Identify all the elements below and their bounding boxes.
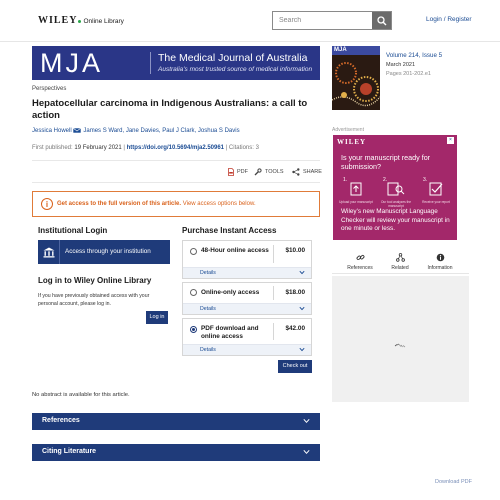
divider: [32, 160, 320, 161]
access-through-institution-button[interactable]: [38, 240, 170, 264]
institutional-login-heading: Institutional Login: [38, 226, 108, 235]
option-details-toggle[interactable]: [183, 267, 311, 278]
email-icon[interactable]: [73, 128, 81, 133]
share-label: SHARE: [303, 168, 322, 175]
ad-step-number: 2.: [383, 177, 388, 183]
cover-artwork: [332, 55, 380, 110]
top-header: [0, 0, 500, 42]
references-accordion[interactable]: [32, 413, 320, 430]
author-link[interactable]: Jessica Howell: [32, 128, 72, 135]
report-check-icon: [428, 181, 444, 197]
author-link[interactable]: James S Ward: [83, 128, 123, 135]
advertisement-banner[interactable]: [333, 135, 457, 240]
upload-icon: [348, 181, 364, 197]
issue-cover-image[interactable]: [332, 46, 380, 110]
search-input[interactable]: [273, 12, 371, 29]
tab-references[interactable]: [340, 253, 380, 271]
divider: [32, 182, 320, 183]
banner-mja: MJA: [40, 48, 103, 78]
tab-information-label: Information: [427, 265, 453, 271]
chevron-down-icon: [299, 306, 305, 311]
wiley-logo[interactable]: [38, 15, 124, 26]
ad-step-number: 1.: [343, 177, 348, 183]
pdf-icon: [228, 168, 234, 176]
details-label: Details: [200, 270, 216, 276]
related-network-icon: [396, 253, 405, 262]
check-out-button[interactable]: Check out: [278, 360, 312, 373]
ad-question: Is your manuscript ready for submission?: [341, 153, 431, 171]
option-details-toggle[interactable]: [183, 344, 311, 355]
wol-login-heading: Log in to Wiley Online Library: [38, 276, 152, 285]
ad-close-icon[interactable]: ×: [447, 137, 454, 144]
radio-48hour[interactable]: [190, 248, 197, 255]
notice-text: [57, 201, 256, 207]
tab-references-label: References: [347, 265, 373, 271]
banner-journal-title: The Medical Journal of Australia: [158, 52, 308, 64]
cover-mja-label: MJA: [332, 46, 380, 55]
option-label: PDF download and online access: [201, 325, 259, 340]
chevron-down-icon: [299, 347, 305, 352]
ad-body-text: Wiley's new Manuscript Language Checker will review your manuscript in one minute or less.: [341, 208, 450, 232]
tools-button[interactable]: [254, 167, 284, 176]
chevron-down-icon: [303, 449, 310, 455]
article-title: Hepatocellular carcinoma in Indigenous Australians: a call to action: [32, 98, 308, 121]
option-price: $42.00: [285, 325, 305, 332]
option-label: Online-only access: [201, 289, 260, 296]
loading-spinner-icon: [394, 342, 406, 350]
author-link[interactable]: Joshua S Davis: [197, 128, 240, 135]
author-list: Jessica Howell James S Ward, Jane Davies, Paul J Clark, Joshua S Davis: [32, 128, 240, 135]
advertisement-label: Advertisement: [332, 127, 364, 133]
logo-wiley-text: WILEY: [38, 15, 78, 26]
purchase-heading: Purchase Instant Access: [182, 226, 277, 235]
ad-step-label: Upload your manuscript: [339, 200, 373, 204]
download-pdf-link[interactable]: Download PDF: [435, 479, 472, 485]
ad-step: [380, 177, 412, 208]
notice-message: Get access to the full version of this article.: [57, 201, 182, 207]
logo-online-library-text: Online Library: [83, 18, 124, 25]
link-icon: [356, 253, 365, 262]
access-notice: [32, 191, 320, 217]
publication-info: First published: 19 February 2021 | https://doi.org/10.5694/mja2.50961 | Citations: 3: [32, 145, 259, 151]
tab-information[interactable]: [420, 253, 460, 271]
details-label: Details: [200, 306, 216, 312]
pdf-button[interactable]: [228, 167, 248, 176]
journal-banner[interactable]: [32, 46, 320, 80]
author-link[interactable]: Paul J Clark: [162, 128, 195, 135]
issue-volume-link[interactable]: Volume 214, Issue 5: [386, 52, 443, 59]
citations-count[interactable]: Citations: 3: [228, 145, 259, 151]
chevron-down-icon: [299, 270, 305, 275]
tools-label: TOOLS: [265, 168, 284, 175]
radio-pdf-online[interactable]: [190, 326, 197, 333]
info-circle-icon: [436, 253, 445, 262]
wrench-icon: [254, 168, 262, 176]
ad-step: [421, 177, 451, 204]
share-button[interactable]: [292, 167, 322, 176]
tab-related-label: Related: [391, 265, 409, 271]
radio-online-only[interactable]: [190, 289, 197, 296]
search-icon: [377, 16, 387, 26]
doi-link[interactable]: https://doi.org/10.5694/mja2.50961: [126, 145, 225, 151]
log-in-button[interactable]: Log in: [146, 311, 168, 324]
side-panel-content: [332, 276, 469, 402]
option-price: $18.00: [285, 289, 305, 296]
login-register-link[interactable]: Login / Register: [426, 16, 472, 23]
info-icon: i: [41, 198, 53, 210]
analyze-icon: [387, 181, 405, 197]
ad-wiley-logo: WILEY: [337, 138, 367, 146]
logo-dot-icon: [78, 20, 81, 23]
ad-steps: [341, 177, 453, 207]
first-published-date: 19 February 2021: [74, 145, 122, 151]
references-accordion-label: References: [42, 417, 80, 424]
institution-button-label: Access through your institution: [65, 248, 151, 255]
pdf-label: PDF: [237, 168, 248, 175]
share-icon: [292, 168, 300, 176]
ad-step-label: Receive your report: [422, 200, 450, 204]
option-details-toggle[interactable]: [183, 303, 311, 314]
side-panel-tabs: [332, 250, 469, 274]
tab-related[interactable]: [380, 253, 420, 271]
issue-pages: Pages 201-202.e1: [386, 71, 431, 77]
first-published-label: First published:: [32, 145, 73, 151]
institution-icon: [38, 240, 60, 264]
banner-divider: [150, 52, 151, 74]
purchase-option-pdf-online[interactable]: [182, 318, 312, 356]
option-label: 48-Hour online access: [201, 247, 269, 254]
search-button[interactable]: [372, 12, 391, 29]
banner-tagline: Australia's most trusted source of medical information: [158, 66, 313, 73]
ad-step-label: Our tool analyzes the manuscript: [380, 200, 412, 208]
citing-literature-accordion[interactable]: [32, 444, 320, 461]
chevron-down-icon: [303, 418, 310, 424]
article-section: Perspectives: [32, 86, 67, 92]
citing-literature-label: Citing Literature: [42, 448, 97, 455]
author-link[interactable]: Jane Davies: [125, 128, 159, 135]
details-label: Details: [200, 347, 216, 353]
purchase-option-48hour[interactable]: [182, 240, 312, 279]
view-access-options-link[interactable]: View access options below.: [182, 201, 256, 207]
ad-step: [339, 177, 373, 204]
option-price: $10.00: [285, 247, 305, 254]
issue-date: March 2021: [386, 62, 416, 68]
no-abstract-text: No abstract is available for this article.: [32, 392, 130, 398]
search-box: [272, 11, 392, 30]
wol-login-description: If you have previously obtained access with your personal account, please log in.: [38, 293, 150, 307]
purchase-option-online-only[interactable]: [182, 282, 312, 315]
ad-step-number: 3.: [423, 177, 428, 183]
